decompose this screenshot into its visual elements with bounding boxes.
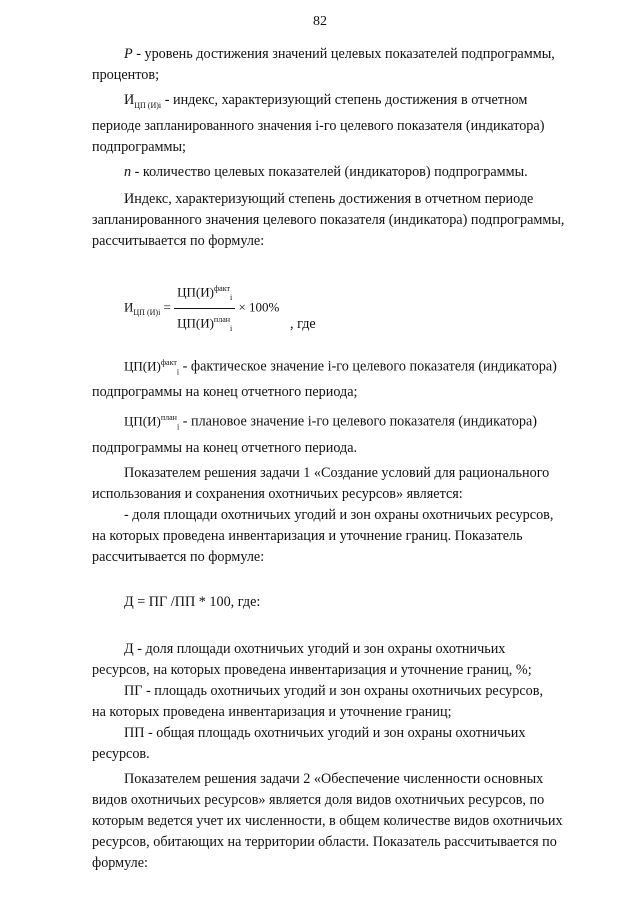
fact-text-a: - фактическое значение i-го целевого показателя (индикатора) xyxy=(179,358,557,375)
document-body xyxy=(92,44,602,874)
def-index-text-c: подпрограммы; xyxy=(92,138,186,155)
task1-line1: Показателем решения задачи 1 «Создание условий для рационального xyxy=(124,464,550,481)
def-p xyxy=(92,44,602,65)
numerator-sub: i xyxy=(229,292,233,302)
def-p-cont: процентов; xyxy=(92,67,160,83)
def-pg-line2: на которых проведена инвентаризация и уточнение границ; xyxy=(92,703,452,720)
fact-sub: i xyxy=(176,367,180,377)
formula-fraction xyxy=(174,278,235,339)
task2-line4: ресурсов, обитающих на территории области. Показатель рассчитывается по xyxy=(92,833,557,850)
formula-eq: = xyxy=(163,299,171,315)
symbol-index-subi: i xyxy=(158,100,162,110)
task2-line3: которым ведется учет их численности, в общем количестве видов охотничьих xyxy=(92,812,563,829)
para-index-line2: запланированного значения целевого показателя (индикатора) подпрограммы, xyxy=(92,211,565,228)
task1-line4: на которых проведена инвентаризация и уточнение границ. Показатель xyxy=(92,527,523,544)
plan-symbol: ЦП(И) xyxy=(124,414,161,430)
formula-lhs-sub: ЦП (И) xyxy=(133,307,159,317)
task2-line5: формуле: xyxy=(92,854,148,871)
para-index-line1: Индекс, характеризующий степень достижения в отчетном периоде xyxy=(124,190,534,207)
formula-index-main xyxy=(124,278,279,339)
def-index-text-a: - индекс, характеризующий степень достижения в отчетном xyxy=(161,92,528,108)
fact-symbol: ЦП(И) xyxy=(124,358,161,374)
task1-line2: использования и сохранения охотничьих ресурсов» является: xyxy=(92,485,463,502)
def-fact xyxy=(92,352,602,404)
para-index-line3: рассчитывается по формуле: xyxy=(92,232,265,249)
plan-text-a: - плановое значение i-го целевого показателя (индикатора) xyxy=(179,414,537,431)
task2-line1: Показателем решения задачи 2 «Обеспечение численности основных xyxy=(124,770,544,787)
def-n-text: - количество целевых показателей (индикаторов) подпрограммы. xyxy=(131,163,528,180)
def-n xyxy=(92,162,602,183)
symbol-index: И xyxy=(124,92,135,108)
def-plan-line1 xyxy=(92,407,602,438)
def-d-line1: Д - доля площади охотничьих угодий и зон охраны охотничьих xyxy=(124,640,506,657)
def-pp-line2: ресурсов. xyxy=(92,745,150,762)
formula-numerator xyxy=(174,278,235,309)
numerator-sup: факт xyxy=(213,283,230,293)
formula-index xyxy=(92,252,602,344)
denominator-sup: план xyxy=(213,314,231,324)
symbol-index-sub: ЦП (И) xyxy=(134,100,159,110)
symbol-p: P xyxy=(124,46,133,62)
page-number: 82 xyxy=(313,14,327,29)
numerator-text: ЦП(И) xyxy=(177,284,214,300)
def-fact-line1 xyxy=(92,352,602,383)
def-pg-line1: ПГ - площадь охотничьих угодий и зон охраны охотничьих ресурсов, xyxy=(124,682,543,699)
def-index xyxy=(92,90,602,116)
fact-sup: факт xyxy=(160,357,177,367)
denominator-text: ЦП(И) xyxy=(177,315,214,331)
formula-share: Д = ПГ /ПП * 100, где: xyxy=(124,593,261,610)
formula-denominator xyxy=(177,309,232,339)
formula-lhs: И xyxy=(124,299,134,315)
denominator-sub: i xyxy=(230,323,233,333)
def-p-text: - уровень достижения значений целевых показателей подпрограммы, xyxy=(132,46,555,62)
task1-line3: - доля площади охотничьих угодий и зон охраны охотничьих ресурсов, xyxy=(124,506,554,523)
fact-text-b: подпрограммы на конец отчетного периода; xyxy=(92,384,358,401)
task1-line5: рассчитывается по формуле: xyxy=(92,548,265,565)
formula-mult: × 100% xyxy=(238,299,280,315)
plan-text-b: подпрограммы на конец отчетного периода. xyxy=(92,439,358,456)
def-pp-line1: ПП - общая площадь охотничьих угодий и зон охраны охотничьих xyxy=(124,724,526,741)
def-plan xyxy=(92,407,602,459)
formula-where: , где xyxy=(290,315,316,332)
symbol-n: n xyxy=(124,163,132,180)
task2-line2: видов охотничьих ресурсов» является доля видов охотничьих ресурсов, по xyxy=(92,791,545,808)
plan-sup: план xyxy=(160,413,177,423)
def-index-text-b: периоде запланированного значения i-го целевого показателя (индикатора) xyxy=(92,117,545,134)
def-d-line2: ресурсов, на которых проведена инвентаризация и уточнение границ, %; xyxy=(92,661,532,678)
formula-lhs-subi: i xyxy=(158,307,161,317)
plan-sub: i xyxy=(176,422,180,432)
